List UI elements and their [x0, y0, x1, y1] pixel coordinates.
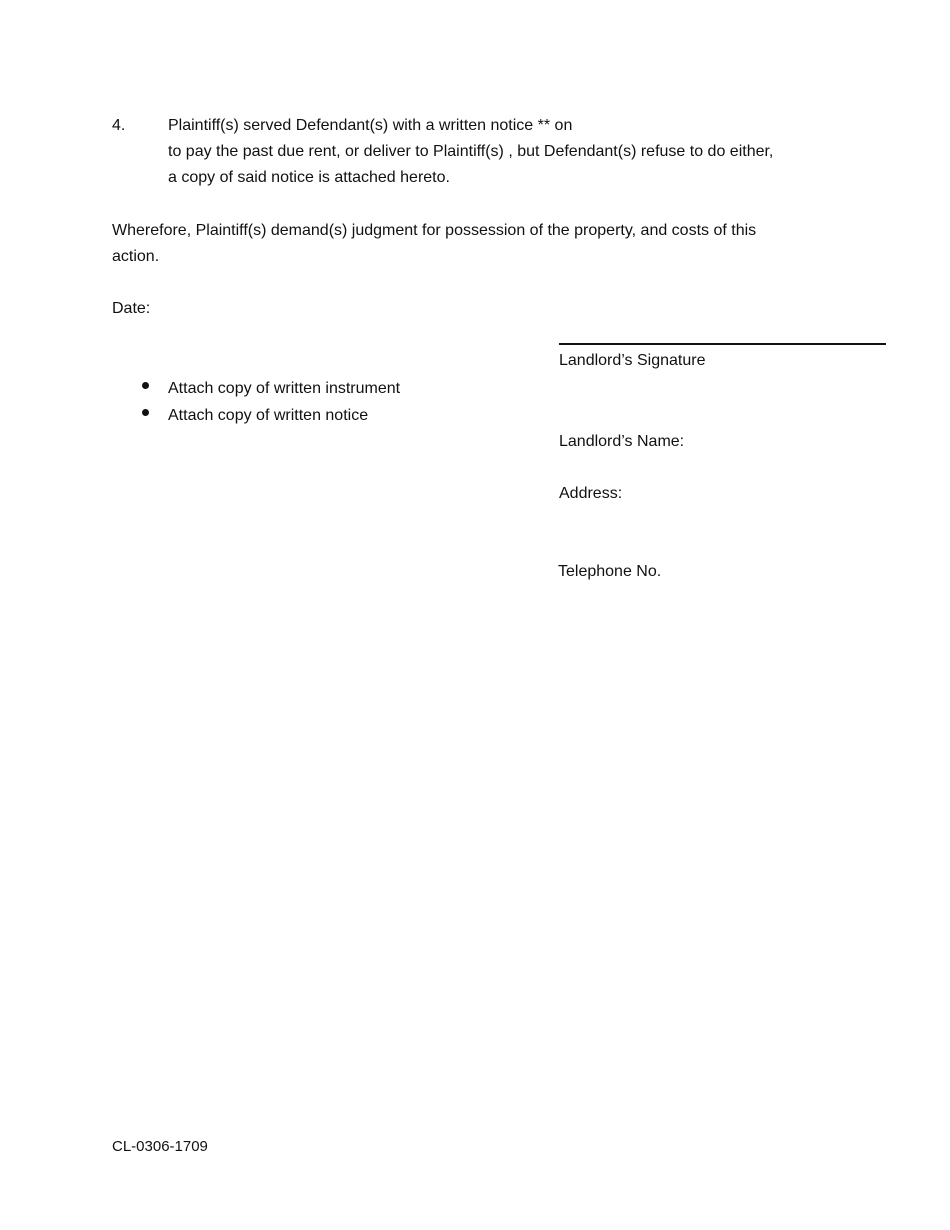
item-text-line: a copy of said notice is attached hereto. — [168, 169, 450, 186]
wherefore-text-line: action. — [112, 248, 160, 265]
date-label: Date: — [112, 300, 151, 317]
address-label: Address: — [559, 485, 623, 502]
attachment-item: Attach copy of written notice — [168, 407, 369, 424]
attachment-item: Attach copy of written instrument — [168, 380, 401, 397]
wherefore-text-line: Wherefore, Plaintiff(s) demand(s) judgment for possession of the property, and costs of this — [112, 222, 757, 239]
landlord-name-label: Landlord’s Name: — [559, 433, 685, 450]
bullet-icon — [142, 409, 149, 416]
signature-label: Landlord’s Signature — [559, 352, 706, 369]
signature-line — [559, 343, 886, 345]
item-text-line: Plaintiff(s) served Defendant(s) with a written notice ** on — [168, 117, 573, 134]
form-code: CL-0306-1709 — [112, 1138, 208, 1155]
telephone-label: Telephone No. — [558, 563, 662, 580]
item-text-line: to pay the past due rent, or deliver to Plaintiff(s) , but Defendant(s) refuse to do either, — [168, 143, 774, 160]
bullet-icon — [142, 382, 149, 389]
item-number: 4. — [112, 117, 126, 134]
